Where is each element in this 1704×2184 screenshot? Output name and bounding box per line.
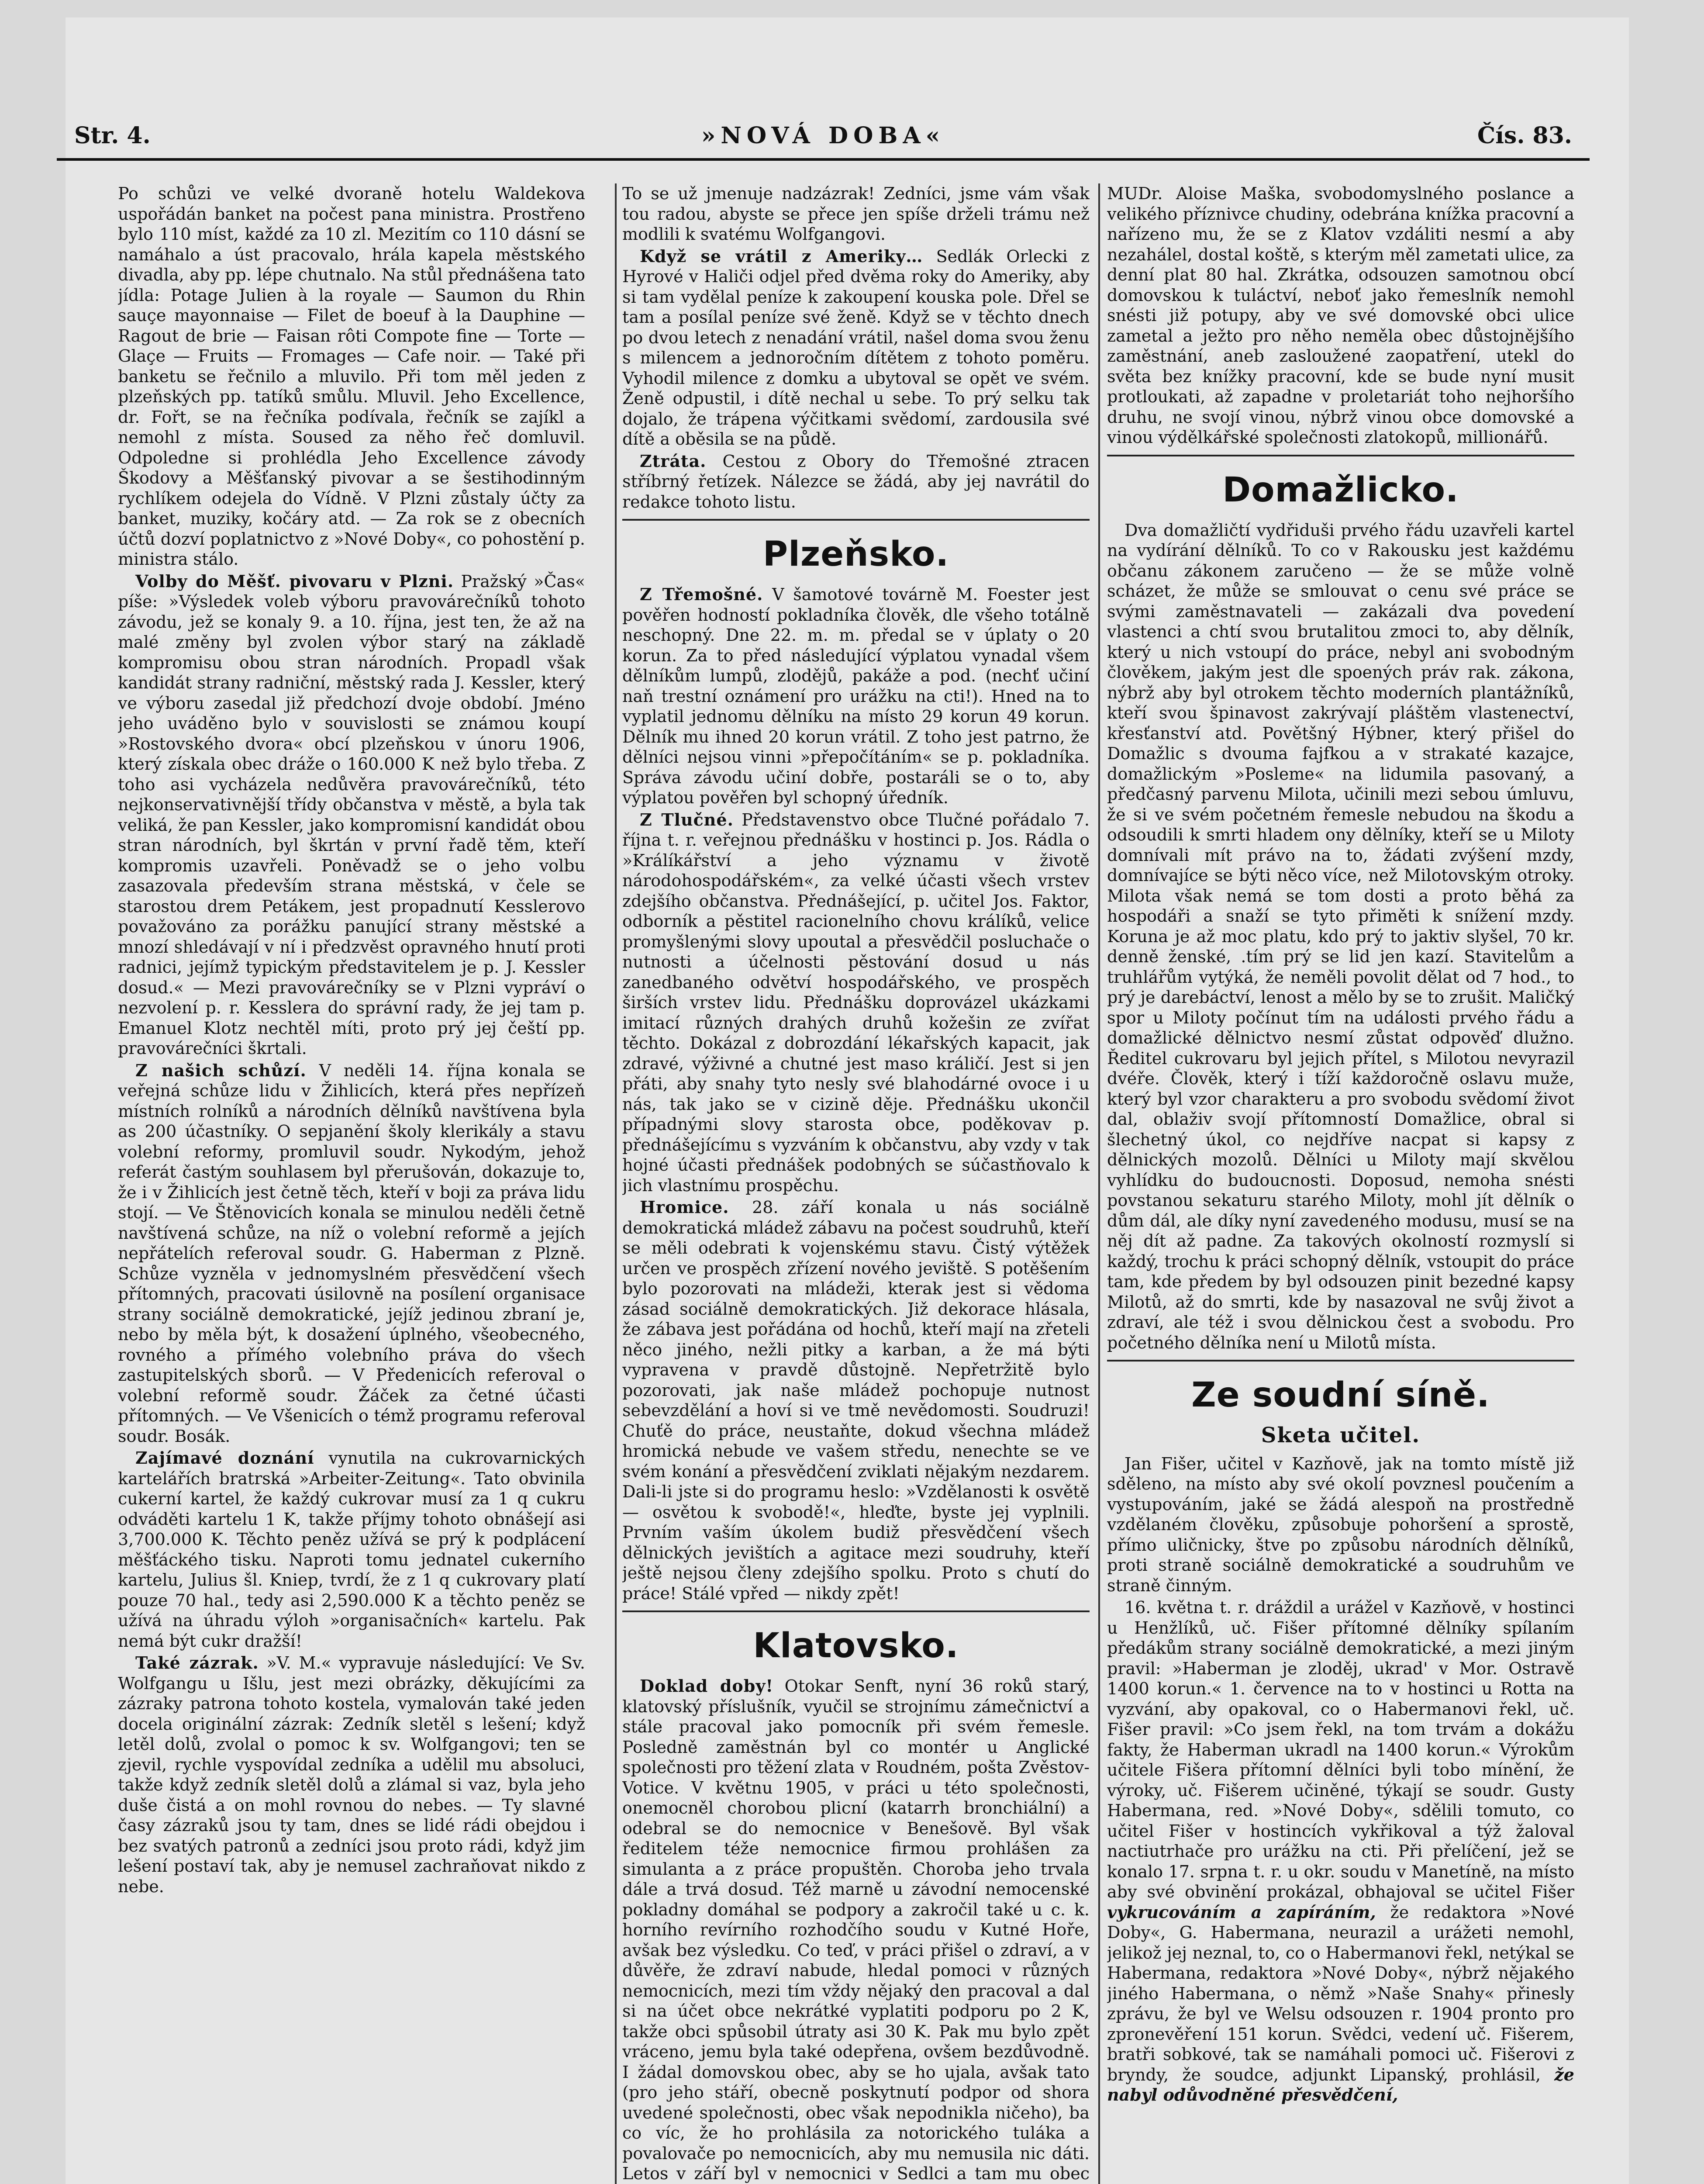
section-rule <box>622 1610 1090 1612</box>
article-text: To se už jmenuje nadzázrak! Zedníci, jsme vám však tou radou, abyste se přece jen spíše drželi trámu než modlili k svatému Wolfgangovi. <box>622 184 1090 244</box>
article <box>622 1197 1090 1603</box>
column-divider <box>1098 183 1100 2184</box>
article-headline: Z našich schůzí. <box>135 1060 307 1080</box>
article <box>118 571 585 1059</box>
column-3 <box>1107 183 1574 2184</box>
article <box>118 1061 585 1447</box>
article <box>118 1653 585 1897</box>
newspaper-title: »NOVÁ DOBA« <box>701 122 945 149</box>
column-divider <box>615 183 617 2184</box>
header-rule <box>57 158 1590 161</box>
article-text: 28. září konala u nás sociálně demokratická mládež zábavu na počest soudruhů, kteří se měli odebrati k vojenskému stavu. Čistý výtěžek určen ve prospěch zřízení nového jeviště. S potěšením bylo pozorovati na mládeži, kterak jest si vědoma zásad sociálně demokratických. Již dekorace hlásala, že zábava jest pořádána od hochů, kteří mají na zřeteli něco jiného, nežli pitky a karban, a že má býti vypravena v pravdě důstojně. Nepřetržitě bylo pozorovati, jak naše mládež pochopuje nutnost sebevzdělání a hoví si ve tmě nevědomosti. Soudruzi! Chuťě do práce, neustaňte, dokud všechna mládež hromická nebude ve vašem středu, nenechte se ve svém konání a přesvědčení zviklati nějakým nezdarem. Dali-li jste si do programu heslo: »Vzdělanosti k osvětě — osvětou k svobodě!«, hleďte, byste jej vyplnili. Prvním vaším úkolem budiž přesvědčení všech dělnických jevištích a agitace mezi soudruhy, kteří ještě nejsou členy zdejšího spolku. Proto s chutí do práce! Stálé vpřed — nikdy zpět! <box>622 1198 1090 1603</box>
article-text: 16. května t. r. dráždil a urážel v Kazňově, v hostinci u Henžlíků, uč. Fišer přítomné dělníky spílaním předákům strany sociálně demokratické, a mezi jiným pravil: »Haberman je zloděj, ukrad' v Mor. Ostravě 1400 korun.« 1. července na to v hostinci u Rotta na vyzvání, aby opakoval, co o Habermanovi řekl, uč. Fišer pravil: »Co jsem řekl, na tom trvám a dokážu fakty, že Haberman ukradl na 1400 korun.« Výrokům učitele Fišera přítomní dělníci byli tobo mínění, že výroky, uč. Fišerem učiněné, týkají se soudr. Gusty Habermana, red. »Nové Doby«, sdělili tomuto, co učitel Fišer v hostincích vykřikoval a týž žaloval nactiutrhače pro urážku na cti. Při přelíčení, jež se konalo 17. srpna t. r. u okr. soudu v Manetíně, na místo aby své obvinění prokázal, obhajoval se učitel Fišer <box>1107 1598 1574 1901</box>
article <box>622 584 1090 808</box>
section-rule <box>1107 455 1574 456</box>
page-header <box>57 114 1590 153</box>
article <box>622 451 1090 512</box>
emphasis-text: vykrucováním a zapíráním, <box>1107 1902 1376 1922</box>
article-text: V šamotové továrně M. Foester jest pověřen hodností pokladníka člověk, dle všeho totálně neschopný. Dne 22. m. m. předal se v úplaty o 20 korun. Za to před následující výplatou vynadal všem dělníkům lumpů, zlodějů, pakáže a pod. (nechť učiní naň trestní oznámení pro urážku na cti!). Hned na to vyplatil jednomu dělníku na místo 29 korun 49 korun. Dělník mu ihned 20 korun vrátil. Z toho jest patrno, že dělníci nejsou vinni »přepočítáním« se p. pokladníka. Správa závodu učiní dobře, postaráli se o to, aby výplatou pověřen byl schopný úředník. <box>622 585 1090 807</box>
section-heading: Domažlicko. <box>1222 470 1459 510</box>
article-headline: Ztráta. <box>640 451 707 471</box>
article <box>622 1676 1090 2184</box>
article-headline: Volby do Měšť. pivovaru v Plzni. <box>135 571 454 591</box>
article-headline: Zajímavé doznání <box>135 1448 314 1468</box>
column-1 <box>118 183 585 2184</box>
article-headline: Také zázrak. <box>135 1653 259 1673</box>
article-headline: Když se vrátil z Ameriky… <box>640 246 923 266</box>
article <box>622 246 1090 449</box>
section-rule <box>622 519 1090 521</box>
page-number: Str. 4. <box>74 122 151 149</box>
article-subheading: Sketa učitel. <box>1261 1423 1421 1448</box>
article-text: Představenstvo obce Tlučné pořádalo 7. října t. r. veřejnou přednášku v hostinci p. Jos. Rádla o »Králíkářství a jeho významu v životě národohospodářském«, za velké účasti všech vrstev zdejšího občanstva. Přednášející, p. učitel Jos. Faktor, odborník a pěstitel racionelního chovu králíků, velice promyšlenými slovy upoutal a přesvědčil posluchače o nutnosti a účelnosti pěstování dosud u nás zanedbaného odvětví hospodářského, ve prospěch širších vrstev lidu. Přednášku doprovázel ukázkami imitací různých drahých druhů kožešin ze zvířat těchto. Dokázal z dobrozdání lékařských kapacit, jak zdravé, výživné a chutné jest maso králičí. Jest si jen přáti, aby snahy tyto nesly své blahodárné ovoce i u nás, tak jako se v cizině děje. Přednášku ukončil případnými slovy starosta obce, poděkovav p. přednášejícímu s vyzváním k občanstvu, aby vzdy v tak hojné účasti přednášek podobných se súčastňovalo k jich vlastnímu prospěchu. <box>622 810 1090 1195</box>
article-headline: Hromice. <box>640 1197 729 1217</box>
article-text: V neděli 14. října konala se veřejná schůze lidu v Žihlicích, která přes nepřízeň místních rolníků a národních dělníků navštívena byla as 200 účastníky. O sepjanění školy klerikály a stavu volební reformy, promluvil soudr. Nykodým, jehož referát častým souhlasem byl přerušován, dokazuje to, že i v Žihlicích jest četně těch, kteří v boji za práva lidu stojí. — Ve Štěnovicích konala se minulou neděli četně navštívená schůze, na níž o volební reformě a jejích nepřátelích referoval soudr. G. Haberman z Plzně. Schůze vyzněla v jednomyslném přesvědčení všech přítomných, pracovati úsilovně na posílení organisace strany sociálně demokratické, jejíž jedinou zbraní je, nebo by měla být, k dosažení úplného, všeobecného, rovného a přímého volebního práva do všech zastupitelských sborů. — V Předenicích referoval o volební reformě soudr. Žáček za četné účasti přítomných. — Ve Všenicích o témž programu referoval soudr. Bosák. <box>118 1061 585 1446</box>
article-text: Sedlák Orlecki z Hyrové v Haliči odjel před dvěma roky do Ameriky, aby si tam vydělal peníze k zakoupení kouska pole. Dřel se tam a posílal peníze své ženě. Když se v těchto dnech po dvou letech z nenadání vrátil, našel doma svou ženu s milencem a jednoročním dítětem z tohoto poměru. Vyhodil milence z domku a ubytoval se opět ve svém. Ženě odpustil, i dítě nechal u sebe. To prý selku tak dojalo, že trápena výčitkami svědomí, zardousila své dítě a oběsila se na půdě. <box>622 246 1090 449</box>
article-text: že redaktora »Nové Doby«, G. Habermana, neurazil a urážeti nemohl, jelikož jej neznal, to, co o Habermanovi řekl, netýkal se Habermana, redaktora »Nové Doby«, nýbrž nějakého jiného Habermana, o němž »Naše Snahy« přinesly zprávu, že byl ve Welsu odsouzen r. 1904 pronto pro zpronevěření 151 korun. Svědci, vedení uč. Fišerem, bratři sobkové, tak se namáhali pomoci uč. Fišerovi z bryndy, že soudce, adjunkt Lipanský, prohlásil, <box>1107 1902 1574 2084</box>
column-2 <box>622 183 1090 2184</box>
emphasis-text: že nabyl odůvodněné přesvědčení, <box>1107 2064 1574 2105</box>
article-headline: Z Třemošné. <box>640 584 763 604</box>
section-heading: Plzeňsko. <box>762 535 949 574</box>
article-text: MUDr. Aloise Maška, svobodomyslného poslance a velikého příznivce chudiny, odebrána knížka pracovní a nařízeno mu, že se z Klatov vzdáliti nesmí a aby nezahálel, dostal koště, s kterým měl zametati ulice, za denní plat 80 hal. Zkrátka, odsouzen samotnou obcí domovskou k tuláctví, neboť jako řemeslník nemohl snésti již potupy, aby ve své domovské obci ulice zametal a ježto pro něho neměla obec důstojnějšího zaměstnání, aneb zasloužené zaopatření, utekl do světa bez knížky pracovní, kde se bude nyní musit protloukati, až zapadne v proletariát toho nejhoršího druhu, ne svojí vinou, nýbrž vinou obce domovské a vinou výdělkářské společnosti zlatokopů, millionářů. <box>1107 184 1574 447</box>
article-text: Jan Fišer, učitel v Kazňově, jak na tomto místě již sděleno, na místo aby své okolí povznesl poučením a vystupováním, jaké se žádá alespoň na prostředně vzdělaném člověku, způsobuje pohoršení a sprostě, přímo uličnicky, štve po způsobu národních dělníků, proti straně sociálně demokratické a soudruhům ve straně činným. <box>1107 1454 1574 1595</box>
article <box>118 1448 585 1651</box>
article <box>622 810 1090 1196</box>
article-text: Otokar Senft, nyní 36 roků starý, klatovský příslušník, vyučil se strojnímu zámečnictví a stále pracoval jako pomocník při svém řemesle. Posledně zaměstnán byl co montér u Anglické společnosti pro těžení zlata v Roudném, pošta Zvěstov-Votice. V květnu 1905, v práci u této společnosti, onemocněl chorobou plicní (katarrh bronchiální) a odebral se do nemocnice v Benešově. Byl však ředitelem téže nemocnice firmou prohlášen za simulanta a z práce propuštěn. Choroba jeho trvala dále a trvá dosud. Též marně u závodní nemocenské pokladny domáhal se podpory a zakročil také u c. k. horního revírního rozhodčího soudu v Kutné Hoře, avšak bez výsledku. Co teď, v práci přišel o zdraví, a v důvěře, že zdraví nabude, hledal pomoci v různých nemocnicích, mezi tím vždy nějaký den pracoval a dal si na účet obce nekrátké vyplatiti podporu po 2 K, takže obci spůsobil útraty asi 30 K. Pak mu bylo zpět vráceno, jemu byla také odepřena, ovšem bezdůvodně. I žádal domovskou obec, aby se ho ujala, avšak tato (pro jeho stáří, obecně poskytnutí podpor od shora uvedené společnosti, obec však nepodnikla ničeho), ba co víc, že ho prohlásila za notorického tuláka a povalovače po nemocnicích, aby mu nemusila nic dáti. Letos v září byl v nemocnici v Sedlci a tam mu obec <box>622 1676 1090 2183</box>
section-heading: Ze soudní síně. <box>1191 1375 1490 1415</box>
article-headline: Doklad doby! <box>640 1676 774 1696</box>
article-text: Dva domažličtí vydřiduši prvého řádu uzavřeli kartel na vydírání dělníků. To co v Rakousku jest každému občanu zákonem zaručeno — že se může volně scházet, že může se smlouvat o cenu své práce se svými zaměstnavateli — zakázali dva povedení vlastenci a chtí svou brutalitou zmoci to, aby dělník, který u nich vstoupí do práce, nebyl ani svobodným člověkem, jakým jest dle spoených práv rak. zákona, nýbrž aby byl otrokem těchto moderních plantážníků, kteří svou špinavost zakrývají pláštěm vlastenectví, křesťanství atd. Povětšný Hýbner, který přišel do Domažlic s dvouma fajfkou a v strakaté kazajce, domažlickým »Posleme« na lidumila pasovaný, a předčasný parvenu Milota, učinili mezi sebou úmluvu, že si ve svém početném řemesle nebudou na škodu a odsoudili k smrti hladem ony dělníky, kteří se u Miloty domnívali mít právo na to, žádati zvýšení mzdy, domnívajíce se býti něco více, než Milotovským otroky. Milota však nemá se tom dosti a proto běhá za hospodáři a snaží se tyto přiměti k snížení mzdy. Koruna je až moc platu, kdo prý to jaktiv slyšel, 70 kr. denně ženské, .tím prý se lid jen kazí. Stavitelům a truhlářům vytýká, že neměli povolit dělat od 7 hod., to prý je darebáctví, lenost a mělo by se to zrušit. Maličký spor u Miloty počínut tím na události prvého řádu a domažlické dělnictvo nesmí zůstat odpověď dlužno. Ředitel cukrovaru byl jejich přítel, s Milotou nevyrazil dvéře. Člověk, který i tíží každoročně oslavu muže, který byl vzor charakteru a pro svobodu svědomí život dal, oblaživ svojí přítomností Domažlice, obral si šlechetný úkol, co nejdříve nacpat si kapsy z dělnických mozolů. Dělníci u Miloty mají skvělou vyhlídku do budoucnosti. Doposud, nemoha snésti povstanou sekaturu starého Miloty, mohl jít dělník o dům dál, ale díky nyní zavedeného modusu, musí se na něj dít až padne. Za takových okolností rozmyslí si každý, trochu k práci schopný dělník, vstoupit do práce tam, kde předem by byl odsouzen pinit bezedné kapsy Milotů, až do smrti, kde by nasazoval ne svůj život a zdraví, ale též i svou dělnickou čest a svobodu. Pro početného dělníka není u Milotů místa. <box>1107 520 1574 1352</box>
article-text: vynutila na cukrovarnických kartelářích bratrská »Arbeiter-Zeitung«. Tato obvinila cukerní kartel, že každý cukrovar musí za 1 q cukru odváděti kartelu 1 K, takže příjmy tohoto obnášejí asi 3,700.000 K. Těchto peněz užívá se prý k podplácení měšťáckého tisku. Naproti tomu jednatel cukerního kartelu, Julius šl. Kniep, tvrdí, že z 1 q cukrovary platí pouze 70 hal., tedy asi 2,590.000 K a těchto peněz se užívá na úhradu výloh »organisačních« kartelu. Pak nemá být cukr dražší! <box>118 1448 585 1651</box>
section-heading: Klatovsko. <box>753 1626 959 1666</box>
section-rule <box>1107 1360 1574 1362</box>
article <box>1107 1597 1574 2105</box>
article-text: Pražský »Čas« píše: »Výsledek voleb výboru pravovárečníků tohoto závodu, jež se konaly 9. a 10. října, jest ten, že až na malé změny byl zvolen výbor starý na základě kompromisu obou stran národních. Propadl však kandidát strany radniční, městský rada J. Kessler, který ve výboru zasedal již předchozí dvoje období. Jméno jeho uváděno bylo v souvislosti se známou koupí »Rostovského dvora« obcí plzeňskou v únoru 1906, který získala obec dráže o 160.000 K než bylo třeba. Z toho asi vycházela nedůvěra pravovárečníků, této nejkonservativnější třídy občanstva v městě, a byla tak veliká, že pan Kessler, jako kompromisní kandidát obou stran národních, byl škrtán v první řadě těm, kteří kompromis uzavřeli. Poněvadž se o jeho volbu zasazovala především strana městská, v čele se starostou drem Petákem, jest propadnutí Kesslerovo považováno za porážku panující strany městské a mnozí shledávají v ní i předzvěst opravného hnutí proti radnici, jejímž typickým představitelem je p. J. Kessler dosud.« — Mezi pravovárečníky se v Plzni vypráví o nezvolení p. r. Kesslera do správní rady, že jej tam p. Emanuel Klotz nechtěl míti, proto prý jej čeští pp. pravovárečníci škrtali. <box>118 571 585 1058</box>
article-text: »V. M.« vypravuje následující: Ve Sv. Wolfgangu u Išlu, jest mezi obrázky, děkujícími za zázraky patrona tohoto kostela, vymalován také jeden docela originální zázrak: Zedník sletěl s lešení; když letěl dolů, zvolal o pomoc k sv. Wolfgangovi; ten se zjevil, rychle vyspovídal zedníka a udělil mu absoluci, takže když zedník sletěl dolů a zlámal si vaz, byla jeho duše čistá a on mohl rovnou do nebes. — Ty slavné časy zázraků jsou ty tam, dnes se lidé rádi obejdou i bez svatých patronů a zedníci jsou proto rádi, když jim lešení postaví tak, aby je nemusel zachraňovat nikdo z nebe. <box>118 1653 585 1896</box>
article-headline: Z Tlučné. <box>640 809 734 829</box>
article-text: Cestou z Obory do Třemošné ztracen stříbrný řetízek. Nálezce se žádá, aby jej navrátil do redakce tohoto listu. <box>622 451 1090 511</box>
issue-number: Čís. 83. <box>1477 122 1572 149</box>
article-text: Po schůzi ve velké dvoraně hotelu Waldekova uspořádán banket na počest pana ministra. Prostřeno bylo 110 míst, každé za 10 zl. Mezitím co 110 dásní se namáhalo a úst pracovalo, hrála kapela městského divadla, aby pp. lépe chutnalo. Na stůl přednášena tato jídla: Potage Julien à la royale — Saumon du Rhin sauçe mayonnaise — Filet de boeuf à la Dauphine — Ragout de brie — Faisan rôti Compote fine — Torte — Glaçe — Fruits — Fromages — Cafe noir. — Také při banketu se řečnilo a mluvilo. Při tom měl jeden z plzeňských pp. tatíků smůlu. Mluvil. Jeho Excellence, dr. Fořt, se na řečníka podívala, řečník se zajíkl a nemohl z místa. Soused za něho řeč domluvil. Odpoledne si prohlédla Jeho Excellence závody Škodovy a Měšťanský pivovar a se šestihodinným rychlíkem odejela do Vídně. V Plzni zůstaly účty za banket, muziky, kočáry atd. — Za rok se z obecních účtů dozví poplatnictvo z »Nové Doby«, co pohostění p. ministra stálo. <box>118 184 585 569</box>
